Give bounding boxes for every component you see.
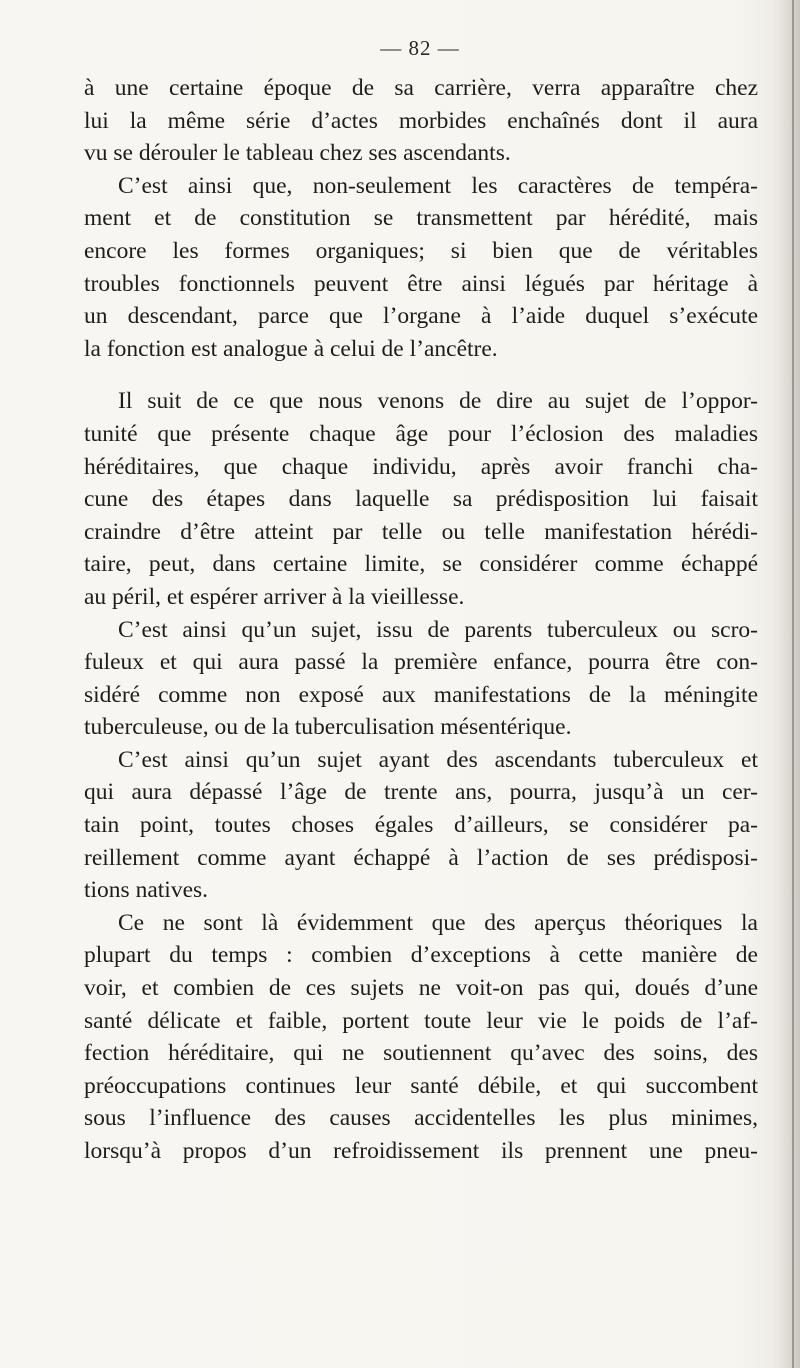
text-line: cune des étapes dans laquelle sa prédisposition lui faisait	[84, 486, 758, 513]
text-line: lui la même série d’actes morbides enchaînés dont il aura	[84, 107, 758, 134]
text-line: sous l’influence des causes accidentelles les plus minimes,	[84, 1105, 758, 1132]
text-line: fuleux et qui aura passé la première enfance, pourra être con-	[84, 649, 758, 676]
paragraph	[84, 72, 758, 170]
body-text	[84, 72, 758, 1168]
text-line: tain point, toutes choses égales d’ailleurs, se considérer pa-	[84, 812, 758, 839]
text-line: troubles fonctionnels peuvent être ainsi légués par héritage à	[84, 270, 758, 297]
text-line: la fonction est analogue à celui de l’ancêtre.	[84, 335, 498, 362]
text-line: encore les formes organiques; si bien que de véritables	[84, 237, 758, 264]
text-line: héréditaires, que chaque individu, après avoir franchi cha-	[84, 453, 758, 480]
text-line: C’est ainsi qu’un sujet, issu de parents tuberculeux ou scro-	[118, 616, 758, 643]
text-line: fection héréditaire, qui ne soutiennent qu’avec des soins, des	[84, 1040, 758, 1067]
page-edge-line	[792, 0, 794, 1368]
paragraph	[84, 385, 758, 613]
paragraph	[84, 614, 758, 744]
text-line: à une certaine époque de sa carrière, verra apparaître chez	[84, 75, 758, 101]
text-line: C’est ainsi que, non-seulement les caractères de tempéra-	[118, 172, 758, 199]
text-line: ment et de constitution se transmettent par hérédité, mais	[84, 205, 758, 232]
text-line: craindre d’être atteint par telle ou telle manifestation hérédi-	[84, 518, 758, 545]
paragraph	[84, 907, 758, 1168]
text-line: Il suit de ce que nous venons de dire au sujet de l’oppor-	[118, 388, 758, 415]
text-line: santé délicate et faible, portent toute leur vie le poids de l’af-	[84, 1007, 758, 1034]
text-line: Ce ne sont là évidemment que des aperçus théoriques la	[118, 909, 758, 936]
text-line: qui aura dépassé l’âge de trente ans, pourra, jusqu’à un cer-	[84, 779, 758, 806]
text-line: au péril, et espérer arriver à la vieillesse.	[84, 583, 465, 610]
page-number: — 82 —	[380, 36, 460, 60]
text-line: reillement comme ayant échappé à l’action de ses prédisposi-	[84, 844, 758, 871]
text-line: taire, peut, dans certaine limite, se considérer comme échappé	[84, 551, 758, 578]
text-line: C’est ainsi qu’un sujet ayant des ascendants tuberculeux et	[118, 746, 758, 773]
text-line: tuberculeuse, ou de la tuberculisation mésentérique.	[84, 714, 572, 741]
paragraph	[84, 170, 758, 366]
text-line: vu se dérouler le tableau chez ses ascendants.	[84, 140, 511, 167]
text-line: préoccupations continues leur santé débile, et qui succombent	[84, 1072, 758, 1099]
text-line: tions natives.	[84, 877, 209, 904]
text-line: tunité que présente chaque âge pour l’éclosion des maladies	[84, 420, 758, 447]
text-line: voir, et combien de ces sujets ne voit-on pas qui, doués d’une	[84, 975, 758, 1002]
text-line: lorsqu’à propos d’un refroidissement ils prennent une pneu-	[84, 1138, 758, 1164]
text-line: un descendant, parce que l’organe à l’aide duquel s’exécute	[84, 303, 758, 330]
text-line: plupart du temps : combien d’exceptions à cette manière de	[84, 942, 758, 969]
text-line: sidéré comme non exposé aux manifestations de la méningite	[84, 681, 758, 708]
page-edge-shadow	[772, 0, 800, 1368]
paragraph	[84, 744, 758, 907]
